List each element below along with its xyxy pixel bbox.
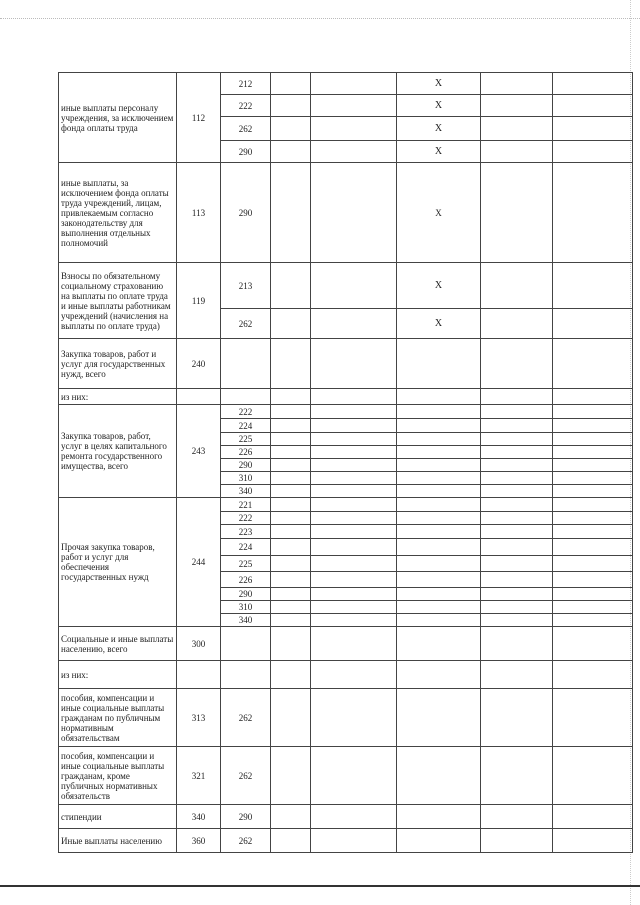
row-code-112: 112 xyxy=(177,73,221,163)
subheading-of-which: из них: xyxy=(59,661,177,689)
row-name-240: Закупка товаров, работ и услуг для государственных нужд, всего xyxy=(59,339,177,389)
kosgu-cell: 340 xyxy=(221,485,271,498)
table-row xyxy=(59,747,633,805)
x-mark: X xyxy=(397,141,481,163)
row-name-244: Прочая закупка товаров, работ и услуг для обеспечения государственных нужд xyxy=(59,498,177,627)
kosgu-cell: 222 xyxy=(221,405,271,419)
row-name-340: стипендии xyxy=(59,805,177,829)
row-name-243: Закупка товаров, работ, услуг в целях капитального ремонта государственного имущества, всего xyxy=(59,405,177,498)
x-mark: X xyxy=(397,309,481,339)
row-name-313: пособия, компенсации и иные социальные выплаты гражданам по публичным нормативным обязательствам xyxy=(59,689,177,747)
row-name-360: Иные выплаты населению xyxy=(59,829,177,853)
x-mark: X xyxy=(397,117,481,141)
kosgu-cell: 262 xyxy=(221,829,271,853)
row-code-240: 240 xyxy=(177,339,221,389)
table-row xyxy=(59,805,633,829)
row-code-340: 340 xyxy=(177,805,221,829)
table-row xyxy=(59,73,633,95)
row-code-243: 243 xyxy=(177,405,221,498)
row-code-313: 313 xyxy=(177,689,221,747)
kosgu-cell: 226 xyxy=(221,572,271,588)
kosgu-cell: 226 xyxy=(221,446,271,459)
row-code-321: 321 xyxy=(177,747,221,805)
kosgu-cell: 262 xyxy=(221,309,271,339)
kosgu-cell: 310 xyxy=(221,601,271,614)
kosgu-cell: 340 xyxy=(221,614,271,627)
table-row xyxy=(59,339,633,389)
kosgu-cell: 224 xyxy=(221,539,271,556)
row-name-113: иные выплаты, за исключением фонда оплаты труда учреждений, лицам, привлекаемым согласно законодательству для выполнения отдельных полномочий xyxy=(59,163,177,263)
kosgu-cell: 290 xyxy=(221,163,271,263)
kosgu-cell: 290 xyxy=(221,805,271,829)
kosgu-cell: 225 xyxy=(221,556,271,572)
kosgu-cell: 262 xyxy=(221,747,271,805)
row-code-244: 244 xyxy=(177,498,221,627)
table-row xyxy=(59,163,633,263)
kosgu-cell: 221 xyxy=(221,498,271,512)
row-name-112: иные выплаты персоналу учреждения, за исключением фонда оплаты труда xyxy=(59,73,177,163)
kosgu-cell: 262 xyxy=(221,117,271,141)
kosgu-cell: 222 xyxy=(221,95,271,117)
x-mark: X xyxy=(397,73,481,95)
scan-top-edge xyxy=(0,18,640,19)
x-mark: X xyxy=(397,163,481,263)
table-row xyxy=(59,498,633,512)
kosgu-cell: 290 xyxy=(221,141,271,163)
row-code-300: 300 xyxy=(177,627,221,661)
table-row xyxy=(59,263,633,309)
scan-bottom-edge xyxy=(0,885,640,887)
table-row xyxy=(59,405,633,419)
subheading-of-which: из них: xyxy=(59,389,177,405)
kosgu-cell: 222 xyxy=(221,512,271,525)
kosgu-cell: 262 xyxy=(221,689,271,747)
row-code-119: 119 xyxy=(177,263,221,339)
x-mark: X xyxy=(397,95,481,117)
row-name-321: пособия, компенсации и иные социальные выплаты гражданам, кроме публичных нормативных обязательств xyxy=(59,747,177,805)
kosgu-cell: 213 xyxy=(221,263,271,309)
x-mark: X xyxy=(397,263,481,309)
budget-table xyxy=(58,72,633,853)
table-row xyxy=(59,661,633,689)
table-row xyxy=(59,829,633,853)
kosgu-cell: 223 xyxy=(221,525,271,539)
kosgu-cell: 290 xyxy=(221,459,271,472)
kosgu-cell: 212 xyxy=(221,73,271,95)
row-name-119: Взносы по обязательному социальному страхованию на выплаты по оплате труда и иные выплаты работникам учреждений (начисления на выплаты по оплате труда) xyxy=(59,263,177,339)
row-code-113: 113 xyxy=(177,163,221,263)
kosgu-cell: 225 xyxy=(221,433,271,446)
kosgu-cell: 310 xyxy=(221,472,271,485)
table-row xyxy=(59,689,633,747)
kosgu-cell: 290 xyxy=(221,588,271,601)
table-row xyxy=(59,389,633,405)
row-code-360: 360 xyxy=(177,829,221,853)
row-name-300: Социальные и иные выплаты населению, всего xyxy=(59,627,177,661)
table-row xyxy=(59,627,633,661)
kosgu-cell: 224 xyxy=(221,419,271,433)
